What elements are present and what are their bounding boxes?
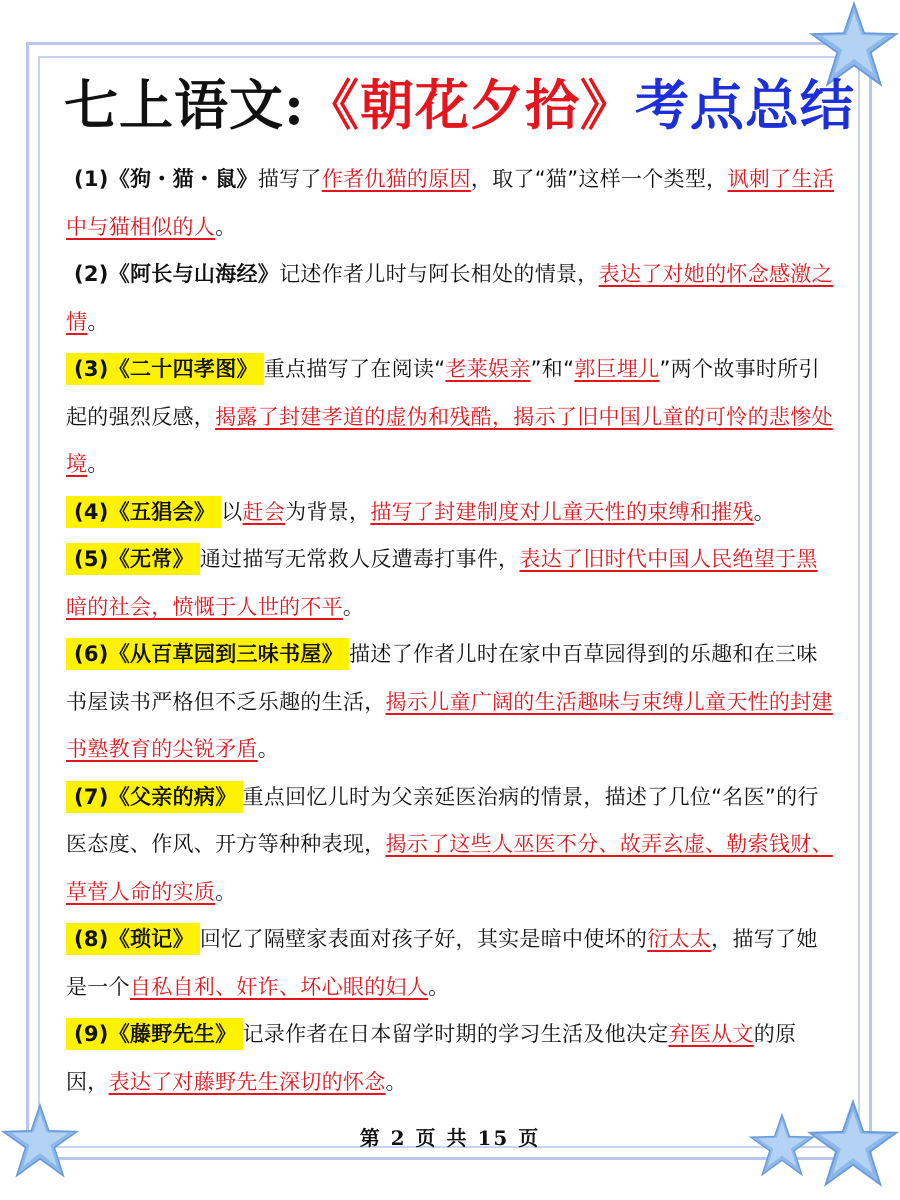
title-suffix: 考点总结 [634,73,855,137]
body-text: 。 [428,974,450,999]
item-label: (3)《二十四孝图》 [66,353,264,385]
key-point-text: 衍太太 [647,927,712,951]
body-text: 通过描写无常救人反遭毒打事件， [199,547,520,571]
summary-item [66,774,838,917]
body-text: 的原因， [66,1022,797,1094]
body-text: 描述了作者儿时在家中百草园得到的乐趣和在三味书屋读书严格但不乏乐趣的生活， [66,642,818,714]
summary-item [66,346,838,489]
summary-list [66,156,838,1106]
page-footer: 第 2 页 共 15 页 [359,1126,541,1150]
key-point-text: 表达了对藤野先生深切的怀念 [108,1069,386,1094]
body-text: ，描写了她是一个 [66,927,818,999]
item-label: (5)《无常》 [66,543,200,575]
body-text: ，取了“猫”这样一个类型， [470,167,728,191]
key-point-text: 弃医从文 [668,1022,754,1046]
key-point-text: 老莱娱亲 [445,357,531,381]
body-text: 。 [257,737,280,761]
body-text: 以 [221,499,243,524]
item-label: (2)《阿长与山海经》 [74,262,280,286]
key-point-text: 讽刺了生活中与猫相似的人 [66,167,834,239]
item-label: (7)《父亲的病》 [66,781,243,813]
key-point-text: 郭巨埋儿 [574,357,660,381]
title-book: 《朝花夕拾》 [304,73,635,137]
body-text: 。 [87,309,109,334]
body-text: 。 [215,214,237,239]
summary-item [66,156,838,251]
item-label: (9)《藤野先生》 [66,1018,243,1050]
body-text: 为背景， [285,499,371,524]
body-text: 。 [215,879,237,904]
body-text: ”两个故事时所引起的强烈反感， [66,357,820,429]
body-text: ”和“ [530,357,575,381]
body-text: 重点描写了在阅读“ [263,357,446,381]
item-label: (4)《五猖会》 [66,496,221,528]
summary-item [66,631,838,774]
item-label: (6)《从百草园到三味书屋》 [66,638,349,670]
body-text: 。 [753,499,776,524]
body-text: 回忆了隔壁家表面对孩子好，其实是暗中使坏的 [199,927,648,951]
key-point-text: 作者仇猫的原因 [321,167,471,191]
key-point-text: 表达了旧时代中国人民绝望于黑暗的社会，愤慨于人世的不平 [66,547,818,619]
body-text: 记录作者在日本留学时期的学习生活及他决定 [242,1022,669,1046]
body-text: 记述作者儿时与阿长相处的情景， [279,262,599,286]
key-point-text: 描写了封建制度对儿童天性的束缚和摧残 [370,499,754,524]
body-text: 。 [342,594,365,619]
body-text: 。 [87,452,109,476]
item-label: (8)《琐记》 [66,923,200,955]
key-point-text: 揭示了这些人巫医不分、故弄玄虚、勒索钱财、草菅人命的实质 [66,832,833,904]
key-point-text: 揭示儿童广阔的生活趣味与束缚儿童天性的封建书塾教育的尖锐矛盾 [66,689,833,761]
key-point-text: 表达了对她的怀念感激之情 [66,262,833,334]
body-text: 重点回忆儿时为父亲延医治病的情景，描述了几位“名医”的行医态度、作风、开方等种种表现， [66,784,819,856]
item-label: (1)《狗・猫・鼠》 [74,167,258,191]
key-point-text: 揭露了封建孝道的虚伪和残酷，揭示了旧中国儿童的可怜的悲惨处境 [66,404,833,476]
key-point-text: 赶会 [242,499,286,524]
key-point-text: 自私自利、奸诈、坏心眼的妇人 [129,974,429,999]
body-text: 。 [385,1069,407,1094]
summary-item [66,1011,838,1106]
title-prefix: 七上语文: [64,73,305,137]
summary-item [66,916,838,1011]
summary-item [66,251,838,346]
body-text: 描写了 [257,167,322,191]
page-title [64,60,854,150]
summary-item [66,536,838,631]
summary-item [66,489,838,537]
